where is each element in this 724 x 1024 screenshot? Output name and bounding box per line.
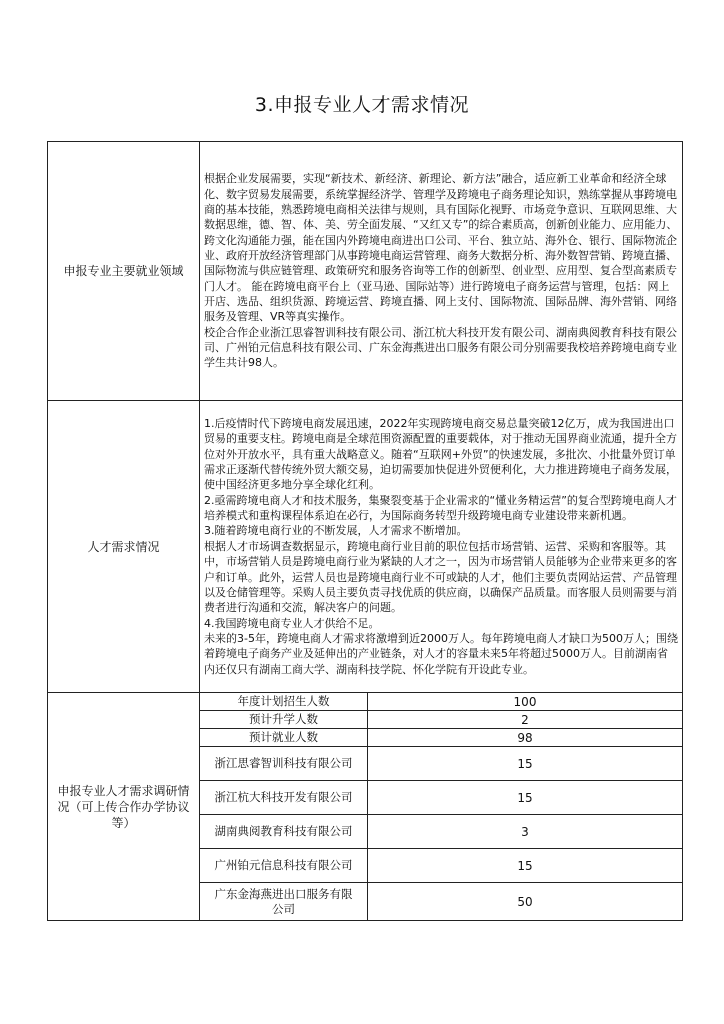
survey-label: 申报专业人才需求调研情况（可上传合作办学协议等）: [48, 693, 200, 921]
survey-item-value: 2: [368, 711, 683, 729]
survey-item-name: 预计升学人数: [200, 711, 368, 729]
survey-item-value: 15: [368, 747, 683, 781]
employment-field-row: [48, 142, 683, 401]
talent-demand-row: [48, 401, 683, 693]
survey-item-name: 预计就业人数: [200, 729, 368, 747]
talent-demand-paragraph: 2.亟需跨境电商人才和技术服务，集聚裂变基于企业需求的“懂业务精运营”的复合型跨境电商人才培养模式和重构课程体系迫在必行，为国际商务转型升级跨境电商专业建设带来新机遇。: [204, 493, 677, 523]
survey-item-value: 50: [368, 883, 683, 921]
survey-item-name: 广州铂元信息科技有限公司: [200, 849, 368, 883]
talent-demand-paragraph: 4.我国跨境电商专业人才供给不足。: [204, 616, 380, 630]
employment-field-content: [200, 142, 683, 401]
employment-field-paragraph: 根据企业发展需要，实现“新技术、新经济、新理论、新方法”融合，适应新工业革命和经济全球化、数字贸易发展需要，系统掌握经济学、管理学及跨境电子商务理论知识，熟练掌握从事跨境电商的基本技能，熟悉跨境电商相关法律与规则，具有国际化视野、市场竞争意识、互联网思维、大数据思维，德、智、体、美、劳全面发展、“又红又专”的综合素质高，创新创业能力、应用能力、跨文化沟通能力强，能在国内外跨境电商进出口公司、平台、独立站、海外仓、银行、国际物流企业、政府开放经济管理部门从事跨境电商运营管理、商务大数据分析、海外数智营销、跨境直播、国际物流与供应链管理、政策研究和服务咨询等工作的创新型、创业型、应用型、复合型高素质专门人才。 能在跨境电商平台上（亚马逊、国际站等）进行跨境电子商务运营与管理，包括：网上开店、选品、组织货源、跨境运营、跨境直播、网上支付、国际物流、国际品牌、海外营销、网络服务及管理、VR等真实操作。: [204, 172, 678, 324]
page-title: 3.申报专业人才需求情况: [254, 94, 470, 116]
talent-demand-label: 人才需求情况: [48, 401, 200, 693]
talent-demand-paragraph: 根据人才市场调查数据显示，跨境电商行业目前的职位包括市场营销、运营、采购和客服等。其中，市场营销人员是跨境电商行业为紧缺的人才之一，因为市场营销人员能够为企业带来更多的客户和订单。此外，运营人员也是跨境电商行业不可或缺的人才，他们主要负责网站运营、产品管理以及仓储管理等。采购人员主要负责寻找优质的供应商，以确保产品质量。而客服人员则需要与消费者进行沟通和交流，解决客户的问题。: [204, 539, 677, 615]
talent-demand-content: [200, 401, 683, 693]
survey-item-value: 15: [368, 849, 683, 883]
survey-row: [48, 693, 683, 711]
survey-item-name: 浙江杭大科技开发有限公司: [200, 781, 368, 815]
talent-demand-paragraph: 未来的3-5年，跨境电商人才需求将激增到近2000万人。每年跨境电商人才缺口为500万人；围绕着跨境电子商务产业及延伸出的产业链条，对人才的容量未来5年将超过5000万人。目前湖南省内还仅只有湖南工商大学、湖南科技学院、怀化学院有开设此专业。: [204, 631, 678, 676]
survey-item-value: 98: [368, 729, 683, 747]
survey-item-value: 3: [368, 815, 683, 849]
talent-demand-paragraph: 3.随着跨境电商行业的不断发展，人才需求不断增加。: [204, 524, 468, 538]
survey-item-name: 浙江思睿智训科技有限公司: [200, 747, 368, 781]
survey-item-value: 15: [368, 781, 683, 815]
survey-item-name: 湖南典阅教育科技有限公司: [200, 815, 368, 849]
survey-item-name: 年度计划招生人数: [200, 693, 368, 711]
survey-item-value: 100: [368, 693, 683, 711]
talent-demand-table: [47, 141, 683, 921]
talent-demand-paragraph: 1.后疫情时代下跨境电商发展迅速，2022年实现跨境电商交易总量突破12亿万，成为我国进出口贸易的重要支柱。跨境电商是全球范围资源配置的重要载体，对于推动无国界商业流通，提升全方位对外开放水平，具有重大战略意义。随着“互联网+外贸”的快速发展，多批次、小批量外贸订单需求正逐渐代替传统外贸大额交易，迫切需要加快促进外贸便利化，大力推进跨境电子商务发展，使中国经济更多地分享全球化红利。: [204, 417, 677, 492]
survey-item-name: 广东金海燕进出口服务有限公司: [200, 883, 368, 921]
employment-field-label: 申报专业主要就业领域: [48, 142, 200, 401]
employment-field-paragraph: 校企合作企业浙江思睿智训科技有限公司、浙江杭大科技开发有限公司、湖南典阅教育科技有限公司、广州铂元信息科技有限公司、广东金海燕进出口服务有限公司分别需要我校培养跨境电商专业学生共计98人。: [204, 325, 677, 370]
